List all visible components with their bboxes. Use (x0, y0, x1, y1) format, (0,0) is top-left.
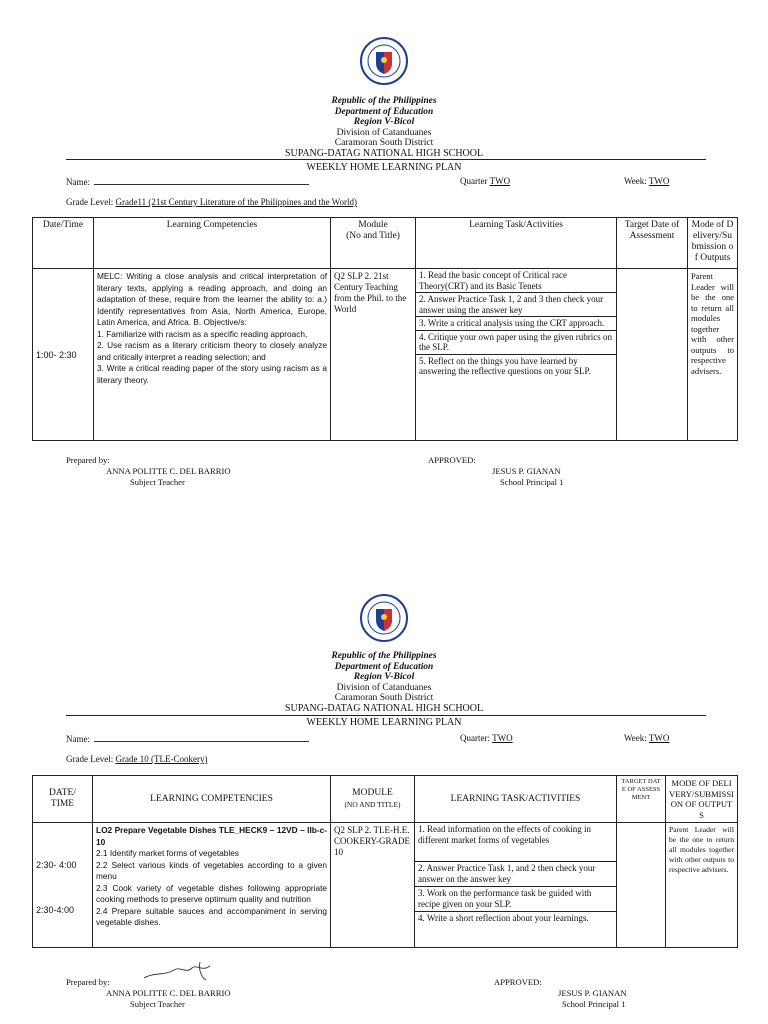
tasks-cell (415, 823, 617, 948)
time-cell: 1:00- 2:30 (33, 269, 94, 441)
district-line: Caramoran South District (334, 692, 434, 703)
task-item: 4. Critique your own paper using the given rubrics on the SLP. (416, 331, 616, 355)
table-header-row (33, 776, 738, 823)
mode-cell: Parent Leader will be the one to return all modules together with other outputs to respective advisers. (688, 269, 738, 441)
col-learning-competencies: Learning Competencies (94, 218, 331, 269)
school-name: SUPANG-DATAG NATIONAL HIGH SCHOOL (284, 147, 484, 159)
task-item: 5. Reflect on the things you have learned by answering the reflective questions on your SLP. (419, 355, 591, 376)
col-module: Module (No and Title) (331, 218, 416, 269)
approved-block (494, 977, 627, 1010)
col-mode-of-delivery: MODE OF DELIVERY/SUBMISSION OF OUTPUTS (666, 776, 738, 823)
school-name: SUPANG-DATAG NATIONAL HIGH SCHOOL (284, 702, 484, 714)
prepared-by-label: Prepared by: (66, 977, 110, 987)
competency-list: 2.1 Identify market forms of vegetables 2.2 Select various kinds of vegetables according to a given menu 2.3 Cook variety of vegetable dishes following appropriate cooking methods to preserve optimum quality and nutrition 2.4 Prepare suitable sauces and accompaniment in serving vegetable dishes. (96, 848, 327, 927)
week-field: Week: TWO (624, 176, 670, 186)
target-date-cell (617, 269, 688, 441)
region-line: Region V-Bicol (353, 116, 415, 127)
division-line: Division of Catanduanes (336, 681, 432, 693)
col-target-date: TARGET DATE OF ASSESSMENT (617, 776, 666, 823)
competency-title: LO2 Prepare Vegetable Dishes TLE_HECK9 – 12VD – IIb-c-10 (96, 825, 327, 847)
approved-title: School Principal 1 (500, 477, 564, 487)
division-line: Division of Catanduanes (336, 126, 432, 138)
col-learning-tasks: Learning Task/Activities (416, 218, 617, 269)
agency-header (0, 96, 768, 159)
approved-block (428, 455, 564, 488)
col-target-date: Target Date of Assessment (617, 218, 688, 269)
prepared-by-block (66, 455, 231, 488)
competencies-cell: MELC: Writing a close analysis and critical interpretation of literary texts, applying a reading approach, and doing an adaptation of these, require from the learner the ability to: a.) Identify representatives from Asia, North America, Europe, Latin America, and Africa. B. Objective/s: 1. Familiarize with racism as a specific reading approach, 2. Use racism as a literary criticism theory to closely analyze and critically interpret a reading selection; and 3. Write a critical reading paper of the story using racism as a literary theory. (94, 269, 331, 441)
approved-title: School Principal 1 (562, 999, 626, 1009)
target-date-cell (617, 823, 666, 948)
mode-cell: Parent Leader will be the one to return all modules together with other outputs to respective advisers. (666, 823, 738, 948)
approved-name: JESUS P. GIANAN (558, 988, 627, 998)
module-header-sub: (NO AND TITLE) (344, 800, 401, 809)
prepared-by-title: Subject Teacher (130, 999, 185, 1009)
name-field: Name: (66, 176, 309, 187)
deped-seal-logo (359, 593, 409, 643)
approved-name: JESUS P. GIANAN (492, 466, 561, 476)
task-item: 1. Read information on the effects of cooking in different market forms of vegetables (415, 823, 616, 862)
prepared-by-block (66, 977, 231, 1010)
header-divider (66, 159, 706, 160)
prepared-by-label: Prepared by: (66, 455, 110, 465)
header-divider (66, 715, 706, 716)
deped-seal-logo (359, 36, 409, 86)
republic-line: Republic of the Philippines (331, 96, 437, 106)
table-row (33, 269, 738, 441)
task-item: 2. Answer Practice Task 1, and 2 then check your answer on the answer key (415, 862, 616, 887)
approved-label: APPROVED: (428, 455, 476, 465)
name-field: Name: (66, 733, 309, 744)
task-item: 3. Write a critical analysis using the CRT approach. (416, 317, 616, 331)
task-item: 4. Write a short reflection about your learnings. (418, 913, 589, 923)
module-header-label: MODULE (352, 788, 393, 798)
approved-label: APPROVED: (494, 977, 542, 987)
plan-title: WEEKLY HOME LEARNING PLAN (306, 717, 462, 728)
week-field: Week: TWO (624, 733, 670, 743)
learning-plan-table (32, 775, 738, 948)
region-line: Region V-Bicol (353, 671, 415, 682)
prepared-by-name: ANNA POLITTE C. DEL BARRIO (106, 988, 231, 998)
module-cell: Q2 SLP 2. 21st Century Teaching from the Phil. to the World (331, 269, 416, 441)
department-line: Department of Education (334, 661, 434, 672)
table-header-row (33, 218, 738, 269)
learning-plan-table (32, 217, 738, 441)
plan-title: WEEKLY HOME LEARNING PLAN (306, 162, 462, 173)
time-slot-1: 2:30- 4:00 (36, 860, 77, 870)
competencies-cell (93, 823, 331, 948)
col-learning-tasks: LEARNING TASK/ACTIVITIES (415, 776, 617, 823)
time-slot-2: 2:30-4:00 (36, 905, 75, 915)
district-line: Caramoran South District (334, 137, 434, 148)
col-date-time: Date/Time (33, 218, 94, 269)
prepared-by-title: Subject Teacher (130, 477, 185, 487)
grade-level-field: Grade Level: Grade 10 (TLE-Cookery) (66, 754, 208, 764)
republic-line: Republic of the Philippines (331, 651, 437, 661)
quarter-field: Quarter: TWO (460, 733, 513, 743)
task-item: 3. Work on the performance task be guided with recipe given on your SLP. (415, 887, 616, 912)
quarter-field: Quarter TWO (460, 176, 511, 186)
tasks-cell (416, 269, 617, 441)
prepared-by-name: ANNA POLITTE C. DEL BARRIO (106, 466, 231, 476)
col-module (331, 776, 415, 823)
col-mode-of-delivery: Mode of Delivery/Submission of Outputs (688, 218, 738, 269)
task-item: 2. Answer Practice Task 1, 2 and 3 then check your answer using the answer key (416, 293, 616, 317)
task-item: 1. Read the basic concept of Critical race Theory(CRT) and its Basic Tenets (416, 269, 616, 293)
col-learning-competencies: LEARNING COMPETENCIES (93, 776, 331, 823)
table-row (33, 823, 738, 948)
col-date-time: DATE/ TIME (33, 776, 93, 823)
module-cell: Q2 SLP 2. TLE-H.E. COOKERY-GRADE 10 (331, 823, 415, 948)
department-line: Department of Education (334, 106, 434, 117)
time-cell (33, 823, 93, 948)
agency-header (0, 651, 768, 714)
grade-level-field: Grade Level: Grade11 (21st Century Literature of the Philippines and the World) (66, 197, 357, 207)
